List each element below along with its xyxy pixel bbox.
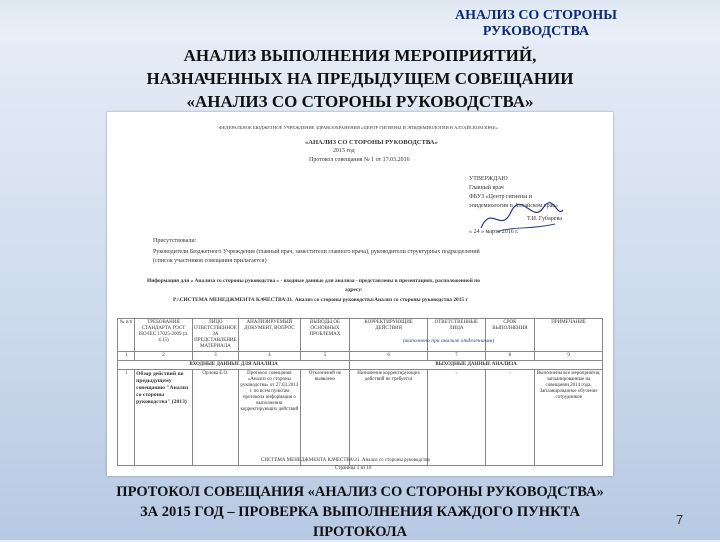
table-header-row [118, 319, 603, 352]
approve-line-3: ФБУЗ «Центр гигиены и [469, 194, 533, 200]
protocol-document-image [107, 112, 613, 476]
info-line-1: Информация для « Анализа со стороны руководства » - входные данные для анализа - представлены в презентациях, расположенной по [147, 278, 480, 284]
slide-title [60, 44, 660, 113]
title-line-3: «АНАЛИЗ СО СТОРОНЫ РУКОВОДСТВА» [186, 92, 534, 111]
col-number: 6 [350, 352, 428, 361]
col-header: ПРИМЕЧАНИЕ [535, 319, 603, 352]
approve-line-5: Т.И. Губарева [527, 216, 562, 222]
col-header: ОТВЕТСТВЕННЫЕ ЛИЦА [428, 319, 486, 352]
section-output-label: ВЫХОДНЫЕ ДАННЫЕ АНАЛИЗА [350, 361, 603, 370]
page-number: 7 [676, 512, 684, 527]
col-number: 3 [192, 352, 238, 361]
section-tag [430, 8, 642, 40]
caption-line-3: ПРОТОКОЛА [312, 524, 408, 540]
section-tag-line-2: РУКОВОДСТВА [482, 24, 590, 39]
section-input-label: ВХОДНЫЕ ДАННЫЕ ДЛЯ АНАЛИЗА [118, 361, 350, 370]
title-line-1: АНАЛИЗ ВЫПОЛНЕНИЯ МЕРОПРИЯТИЙ, [183, 46, 537, 65]
caption-line-1: ПРОТОКОЛ СОВЕЩАНИЯ «АНАЛИЗ СО СТОРОНЫ РУКОВОДСТВА» [116, 484, 604, 500]
row-document: Протокол совещания «Анализ со стороны руководства» от 27.03.2013 г. по всем пунктам протокола информация о выполнении корректирующих действий [239, 370, 301, 466]
approve-line-1: УТВЕРЖДАЮ [469, 176, 508, 182]
col-header: ВЫВОДЫ ОБ ОСНОВНЫХ ПРОБЛЕМАХ [300, 319, 350, 352]
row-deadline: - [485, 370, 535, 466]
approve-line-4: эпидемиологии в Алтайском крае» [469, 203, 558, 209]
col-header: ТРЕБОВАНИЯ СТАНДАРТА ГОСТ ISO/IEC 17025-2009 (п. 4.15) [135, 319, 193, 352]
col-header: № п/п [118, 319, 135, 352]
col-number: 5 [300, 352, 350, 361]
slide-caption [40, 482, 680, 542]
doc-title: «АНАЛИЗ СО СТОРОНЫ РУКОВОДСТВА» [305, 139, 438, 146]
row-responsible: Орлова Е.О. [192, 370, 238, 466]
col-header: СРОК ВЫПОЛНЕНИЯ [485, 319, 535, 352]
handwritten-note: (выполнено при анализе отделениями) [403, 338, 495, 344]
signature-scribble [477, 198, 567, 238]
doc-protocol-number: Протокол совещания № 1 от 17.03.2016 [309, 157, 410, 163]
approve-line-6: « 24 » марта 2016 г. [469, 229, 519, 235]
section-tag-line-1: АНАЛИЗ СО СТОРОНЫ [455, 8, 617, 23]
caption-line-2: ЗА 2015 ГОД – ПРОВЕРКА ВЫПОЛНЕНИЯ КАЖДОГО ПУНКТА [139, 504, 581, 520]
col-number: 8 [485, 352, 535, 361]
row-action: Назначение корректирующих действий не требуется [350, 370, 428, 466]
col-header: КОРРЕКТИРУЮЩИЕ ДЕЙСТВИЯ [350, 319, 428, 352]
row-conclusion: Отклонений не выявлено [300, 370, 350, 466]
doc-org-header: ФЕДЕРАЛЬНОЕ БЮДЖЕТНОЕ УЧРЕЖДЕНИЕ ЗДРАВООХРАНЕНИЯ «ЦЕНТР ГИГИЕНЫ И ЭПИДЕМИОЛОГИИ В АЛТАЙСКОМ КРАЕ» [219, 125, 498, 130]
col-header: АНАЛИЗИРУЕМЫЙ ДОКУМЕНТ, ВОПРОС [239, 319, 301, 352]
row-number: 1 [118, 370, 135, 466]
table-section-row [118, 361, 603, 370]
row-requirement: Обзор действий по предыдущему совещанию "Анализ со стороны руководства" (2013) [135, 370, 193, 466]
protocol-table [117, 318, 603, 466]
table-number-row [118, 352, 603, 361]
col-number: 9 [535, 352, 603, 361]
col-number: 1 [118, 352, 135, 361]
col-header: ЛИЦО ОТВЕТСТВЕННОЕ ЗА ПРЕДСТАВЛЕНИЕ МАТЕРИАЛА [192, 319, 238, 352]
doc-footer-path: СИСТЕМА МЕНЕДЖМЕНТА КАЧЕСТВА\31. Анализ со стороны руководства [261, 458, 430, 463]
col-number: 4 [239, 352, 301, 361]
present-text-2: (список участников совещания прилагается) [153, 258, 267, 264]
approve-line-2: Главный врач [469, 185, 504, 191]
present-text-1: Руководители Бюджетного Учреждения (главный врач, заместители главного врача), руководители структурных подразделений [153, 249, 480, 255]
info-line-3: P:\СИСТЕМА МЕНЕДЖМЕНТА КАЧЕСТВА\31. Анализ со стороны руководства\Анализ со стороны руководства 2015 г [173, 297, 468, 303]
present-label: Присутствовали: [153, 238, 197, 244]
row-note: Выполнены все мероприятия, запланированные на совещании 2014 года. Запланированное обучение сотрудников [535, 370, 603, 466]
doc-footer-page: Страница 1 из 10 [335, 466, 372, 471]
table-row [118, 370, 603, 466]
row-responsible-out: - [428, 370, 486, 466]
doc-year: 2015 год [333, 148, 355, 154]
col-number: 7 [428, 352, 486, 361]
title-line-2: НАЗНАЧЕННЫХ НА ПРЕДЫДУЩЕМ СОВЕЩАНИИ [146, 69, 574, 88]
col-number: 2 [135, 352, 193, 361]
info-line-2: адресу: [345, 287, 363, 293]
